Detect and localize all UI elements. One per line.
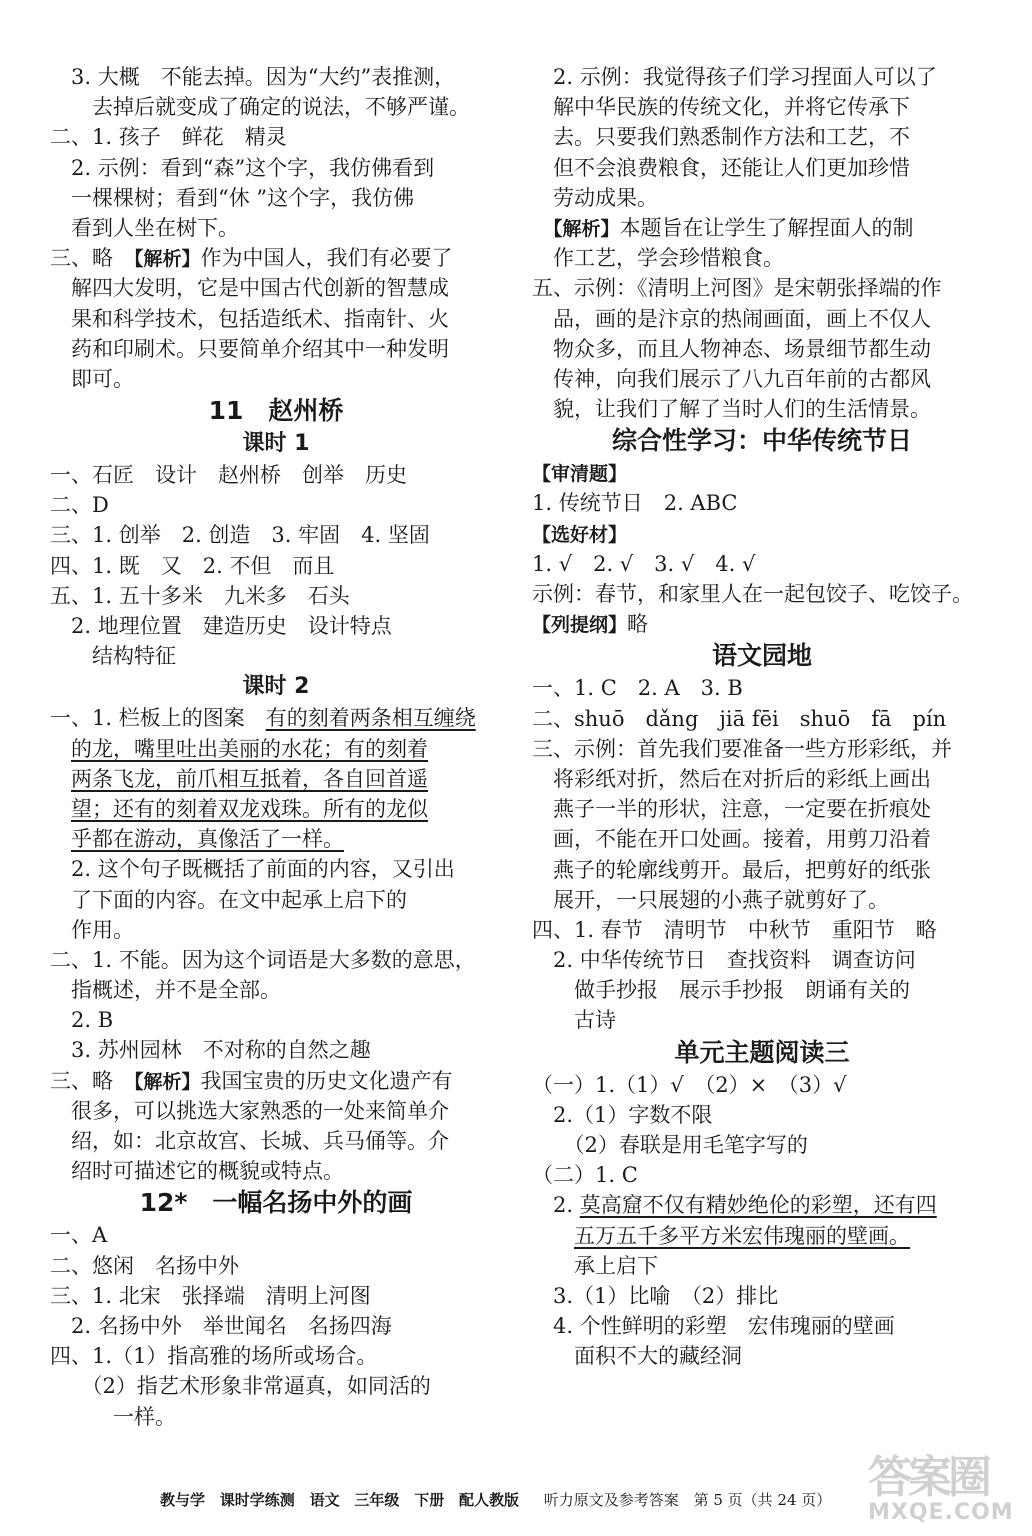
answer-line: 2. 示例：看到“森”这个字，我仿佛看到 xyxy=(50,155,435,180)
footer-grade: 三年级 xyxy=(354,1491,400,1509)
footer-edition: 配人教版 xyxy=(458,1491,519,1509)
answer-line: 劳动成果。 xyxy=(532,185,658,210)
answer-line: 即可。 xyxy=(50,366,134,391)
answer-line: 作用。 xyxy=(50,917,134,942)
answer-line: 物众多，而且人物神态、场景细节都生动 xyxy=(532,336,931,361)
answer-line: 绍，如：北京故宫、长城、兵马俑等。介 xyxy=(50,1129,449,1153)
answer-line: 一、1. 栏板上的图案 有的刻着两条相互缠绕 xyxy=(50,706,476,731)
answer-line: 三、1. 北宋 张择端 清明上河图 xyxy=(50,1283,371,1308)
footer-brand: 教与学 xyxy=(160,1491,206,1509)
footer-section: 听力原文及参考答案 xyxy=(543,1491,679,1509)
answer-line xyxy=(50,824,502,854)
answer-line: 果和科学技术，包括造纸术、指南针、火 xyxy=(50,306,449,331)
answer-line: 解中华民族的传统文化，并将它传承下 xyxy=(532,95,910,120)
answer-line: 2. 中华传统节日 查找资料 调查访问 xyxy=(532,948,916,973)
answer-line: 四、1. 春节 清明节 中秋节 重阳节 略 xyxy=(532,917,937,942)
right-column xyxy=(532,62,992,1372)
answer-line: 2. 地理位置 建造历史 设计特点 xyxy=(50,614,392,638)
underlined-answer: 两条飞龙，前爪相互抵着，各自回首遥 xyxy=(71,766,428,791)
answer-line: 燕子一半的形状，注意，一定要在折痕处 xyxy=(532,797,931,822)
section-heading: 单元主题阅读三 xyxy=(674,1037,850,1067)
answer-line: 绍时可描述它的概貌或特点。 xyxy=(50,1159,344,1184)
answer-line: 二、shuō dǎng jiā fēi shuō fā pín xyxy=(532,706,947,731)
answer-line: 二、1. 不能。因为这个词语是大多数的意思， xyxy=(50,947,476,972)
answer-line: （二）1. C xyxy=(532,1163,638,1188)
answer-line xyxy=(50,764,502,794)
lesson-subheading: 课时 2 xyxy=(242,674,310,700)
watermark-logo: 答案圈 xyxy=(868,1452,988,1503)
answer-line: 4. 个性鲜明的彩塑 宏伟瑰丽的壁画 xyxy=(532,1314,895,1339)
underlined-answer: 莫高窟不仅有精妙绝伦的彩塑，还有四 xyxy=(579,1193,937,1218)
answer-line: 做手抄报 展示手抄报 朗诵有关的 xyxy=(532,978,910,1003)
answer-line: 很多，可以挑选大家熟悉的一处来简单介 xyxy=(50,1098,449,1123)
answer-line: 结构特征 xyxy=(50,644,176,669)
answer-line: 面积不大的藏经洞 xyxy=(532,1344,742,1369)
section-heading: 11 赵州桥 xyxy=(208,396,344,426)
bracket-tag: 【选好材】 xyxy=(532,523,628,546)
answer-line: 2. B xyxy=(50,1008,114,1033)
answer-line: 一棵棵树；看到“休 ”这个字，我仿佛 xyxy=(50,185,415,210)
answer-line: 3. 苏州园林 不对称的自然之趣 xyxy=(50,1038,371,1063)
answer-line: 貌，让我们了解了当时人们的生活情景。 xyxy=(532,397,931,422)
section-heading: 12* 一幅名扬中外的画 xyxy=(139,1188,413,1218)
bracket-tag: 【解析】 xyxy=(553,217,620,240)
underlined-answer: 乎都在游动，真像活了一样。 xyxy=(71,827,344,852)
answer-line: 品，画的是汴京的热闹画面，画上不仅人 xyxy=(532,306,931,331)
footer-page-number: 第 5 页（共 24 页） xyxy=(693,1491,832,1509)
left-column xyxy=(50,62,502,1432)
answer-line: 三、示例：首先我们要准备一些方形彩纸，并 xyxy=(532,736,952,761)
answer-line xyxy=(532,458,992,488)
bracket-tag: 【审清题】 xyxy=(532,463,628,486)
section-heading: 语文园地 xyxy=(711,641,812,671)
answer-line: 2. 示例：我觉得孩子们学习捏面人可以了 xyxy=(532,65,937,89)
answer-line: 但不会浪费粮食，还能让人们更加珍惜 xyxy=(532,155,910,180)
answer-line xyxy=(50,734,502,764)
answer-line: 承上启下 xyxy=(532,1253,658,1278)
answer-line: 【解析】本题旨在让学生了解捏面人的制 xyxy=(553,215,914,240)
underlined-answer: 望；还有的刻着双龙戏珠。所有的龙似 xyxy=(71,796,428,821)
answer-line: 去掉后就变成了确定的说法，不够严谨。 xyxy=(50,95,470,120)
answer-line: 五、示例：《清明上河图》是宋朝张择端的作 xyxy=(532,276,942,301)
answer-line: 四、1.（1）指高雅的场所或场合。 xyxy=(50,1344,378,1369)
answer-line: 了下面的内容。在文中起承上启下的 xyxy=(50,887,407,912)
answer-line: 1. √ 2. √ 3. √ 4. √ xyxy=(532,551,756,576)
underlined-answer: 五万五千多平方米宏伟瑰丽的壁画。 xyxy=(574,1223,910,1248)
answer-line: 2. 名扬中外 举世闻名 名扬四海 xyxy=(50,1313,392,1338)
answer-line: 二、D xyxy=(50,493,109,518)
page-footer xyxy=(160,1486,920,1514)
answer-line xyxy=(50,794,502,824)
answer-line: 一样。 xyxy=(50,1404,176,1429)
answer-line: 展开，一只展翅的小燕子就剪好了。 xyxy=(532,887,889,912)
answer-line: （一）1.（1）√ （2）× （3）√ xyxy=(532,1072,847,1097)
answer-line: 一、石匠 设计 赵州桥 创举 历史 xyxy=(50,463,407,488)
answer-line: 1. 传统节日 2. ABC xyxy=(532,491,738,516)
answer-line: 一、1. C 2. A 3. B xyxy=(532,676,743,701)
section-heading: 综合性学习：中华传统节日 xyxy=(611,426,912,456)
bracket-tag: 【解析】 xyxy=(134,1070,201,1093)
answer-line: 药和印刷术。只要简单介绍其中一种发明 xyxy=(50,336,449,361)
answer-line: 画，不能在开口处画。接着，用剪刀沿着 xyxy=(532,827,931,852)
answer-line: 二、1. 孩子 鲜花 精灵 xyxy=(50,125,287,150)
answer-line: 3. 大概 不能去掉。因为“大约”表推测， xyxy=(50,65,456,89)
lesson-subheading: 课时 1 xyxy=(242,431,310,457)
answer-line: 看到人坐在树下。 xyxy=(50,215,239,240)
answer-line: 三、1. 创举 2. 创造 3. 牢固 4. 坚固 xyxy=(50,523,430,548)
watermark-url: MXQE.COM xyxy=(868,1500,1014,1525)
answer-line: 去。只要我们熟悉制作方法和工艺，不 xyxy=(532,125,910,150)
answer-line: 3.（1）比喻 （2）排比 xyxy=(532,1283,779,1308)
answer-line xyxy=(532,1221,992,1251)
answer-line: 示例：春节，和家里人在一起包饺子、吃饺子。 xyxy=(532,582,973,606)
answer-line: 四、1. 既 又 2. 不但 而且 xyxy=(50,553,335,578)
bracket-tag: 【解析】 xyxy=(134,248,201,271)
answer-line: 五、1. 五十多米 九米多 石头 xyxy=(50,583,350,608)
footer-series: 课时学练测 xyxy=(219,1491,295,1509)
answer-line: 三、略 【解析】作为中国人，我们有必要了 xyxy=(50,246,453,271)
answer-line: （2）指艺术形象非常逼真，如同活的 xyxy=(50,1374,431,1399)
answer-line: 2.（1）字数不限 xyxy=(532,1102,713,1127)
answer-line: 一、A xyxy=(50,1223,108,1248)
answer-line: 解四大发明，它是中国古代创新的智慧成 xyxy=(50,276,449,301)
footer-subject: 语文 xyxy=(309,1491,340,1509)
answer-line: 2. 这个句子既概括了前面的内容，又引出 xyxy=(50,857,455,882)
answer-line: 三、略 【解析】我国宝贵的历史文化遗产有 xyxy=(50,1068,453,1093)
answer-line: 传神，向我们展示了八九百年前的古都风 xyxy=(532,366,931,391)
underlined-answer: 有的刻着两条相互缠绕 xyxy=(265,706,476,731)
underlined-answer: 的龙，嘴里吐出美丽的水花；有的刻着 xyxy=(71,736,428,761)
footer-volume: 下册 xyxy=(414,1491,445,1509)
watermark xyxy=(868,1452,1014,1531)
answer-line: （2）春联是用毛笔字写的 xyxy=(532,1133,808,1157)
answer-line: 2. 莫高窟不仅有精妙绝伦的彩塑，还有四 xyxy=(532,1193,937,1218)
answer-line: 【列提纲】略 xyxy=(532,612,649,637)
answer-line: 二、悠闲 名扬中外 xyxy=(50,1253,239,1278)
answer-line: 作工艺，学会珍惜粮食。 xyxy=(532,246,784,271)
answer-line: 古诗 xyxy=(532,1008,616,1033)
answer-line xyxy=(532,519,992,549)
answer-line: 将彩纸对折，然后在对折后的彩纸上画出 xyxy=(532,766,931,791)
bracket-tag: 【列提纲】 xyxy=(532,614,628,637)
answer-line: 燕子的轮廓线剪开。最后，把剪好的纸张 xyxy=(532,857,931,882)
answer-line: 指概述，并不是全部。 xyxy=(50,978,281,1003)
